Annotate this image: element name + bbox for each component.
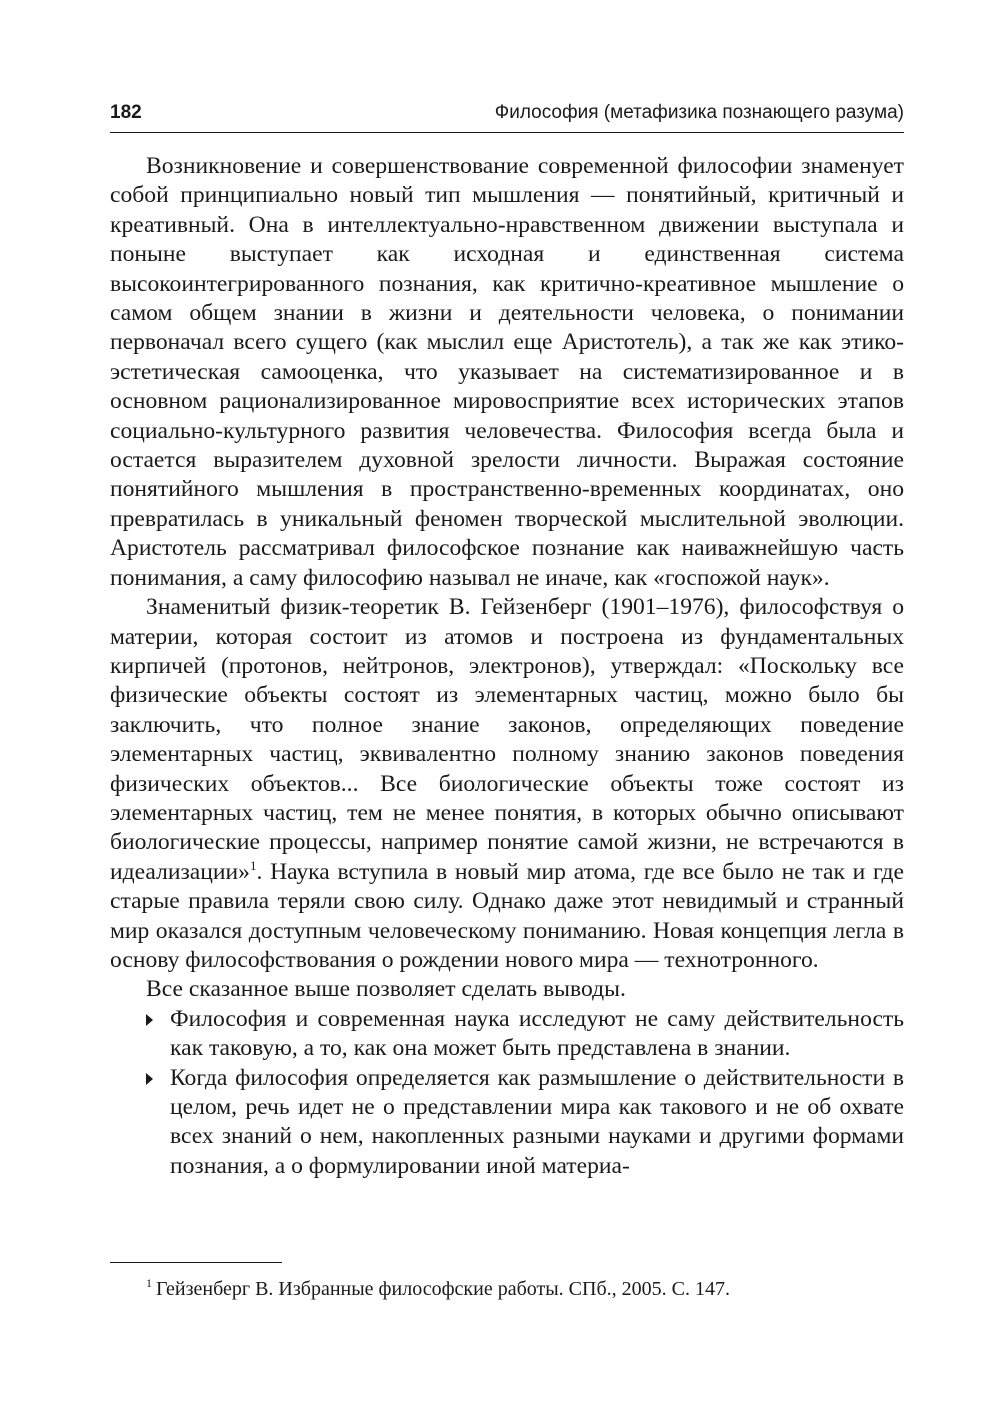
paragraph-2-before-note: Знаменитый физик-теоретик В. Гейзенберг (1901–1976), философствуя о материи, которая состоит из атомов и построена из фундаментальных кирпичей (протонов, нейтронов, электронов), утверждал: «Поскольку все физические объекты состоят из элементарных частиц, можно было бы заключить, что полное знание законов, определяющих поведение элементарных частиц, эквивалентно полному знанию законов поведения физических объектов... Все биологические объекты тоже состоят из элементарных частиц, тем не менее понятия, в которых обычно описывают биологические процессы, например понятие самой жизни, не встречаются в идеализации»: [110, 594, 904, 885]
triangle-bullet-icon: [146, 1014, 153, 1026]
paragraph-2: [110, 593, 904, 975]
paragraph-2-after-note: . Наука вступила в новый мир атома, где все было не так и где старые правила теряли свою силу. Однако даже этот невидимый и странный мир оказался доступным человеческому пониманию. Новая концепция легла в основу философствования о рождении нового мира — технотронного.: [110, 858, 904, 973]
footnote-marker: 1: [146, 1276, 152, 1291]
page-number: 182: [110, 102, 142, 123]
paragraph-1: Возникновение и совершенствование современной философии знаменует собой принципиально новый тип мышления — понятийный, критичный и креативный. Она в интеллектуально-нравственном движении выступала и поныне выступает как исходная и единственная система высокоинтегрированного познания, как критично-креативное мышление о самом общем знании в жизни и деятельности человека, о понимании первоначал всего сущего (как мыслил еще Аристотель), а так же как этико-эстетическая самооценка, что указывает на систематизированное и в основном рационализированное мировосприятие всех исторических этапов социально-культурного развития человечества. Философия всегда была и остается выразителем духовной зрелости личности. Выражая состояние понятийного мышления в пространственно-временных координатах, оно превратилась в уникальный феномен творческой мыслительной эволюции. Аристотель рассматривал философское познание как наиважнейшую часть понимания, а саму философию называл не иначе, как «госпожой наук».: [110, 153, 904, 591]
list-item: [110, 1064, 904, 1182]
triangle-bullet-icon: [146, 1073, 153, 1085]
conclusions-list: [110, 1005, 904, 1181]
page-header: [110, 100, 904, 133]
footnote-divider: [110, 1262, 282, 1263]
list-item-text: Философия и современная наука исследуют не саму действительность как таковую, а то, как она может быть представлена в знании.: [170, 1005, 904, 1062]
conclusion-lead: Все сказанное выше позволяет сделать выводы.: [146, 976, 626, 1003]
body-text: [110, 152, 904, 1181]
list-item: [110, 1005, 904, 1064]
footnote-reference[interactable]: 1: [249, 857, 257, 873]
running-title: Философия (метафизика познающего разума): [494, 102, 904, 123]
list-item-text: Когда философия определяется как размышление о действительности в целом, речь идет не о представлении мира как такового и не об охвате всех знаний о нем, накопленных разными науками и другими формами познания, а о формулировании иной материа-: [170, 1064, 904, 1179]
footnote: [146, 1276, 730, 1302]
footnote-text: Гейзенберг В. Избранные философские работы. СПб., 2005. С. 147.: [156, 1278, 730, 1300]
